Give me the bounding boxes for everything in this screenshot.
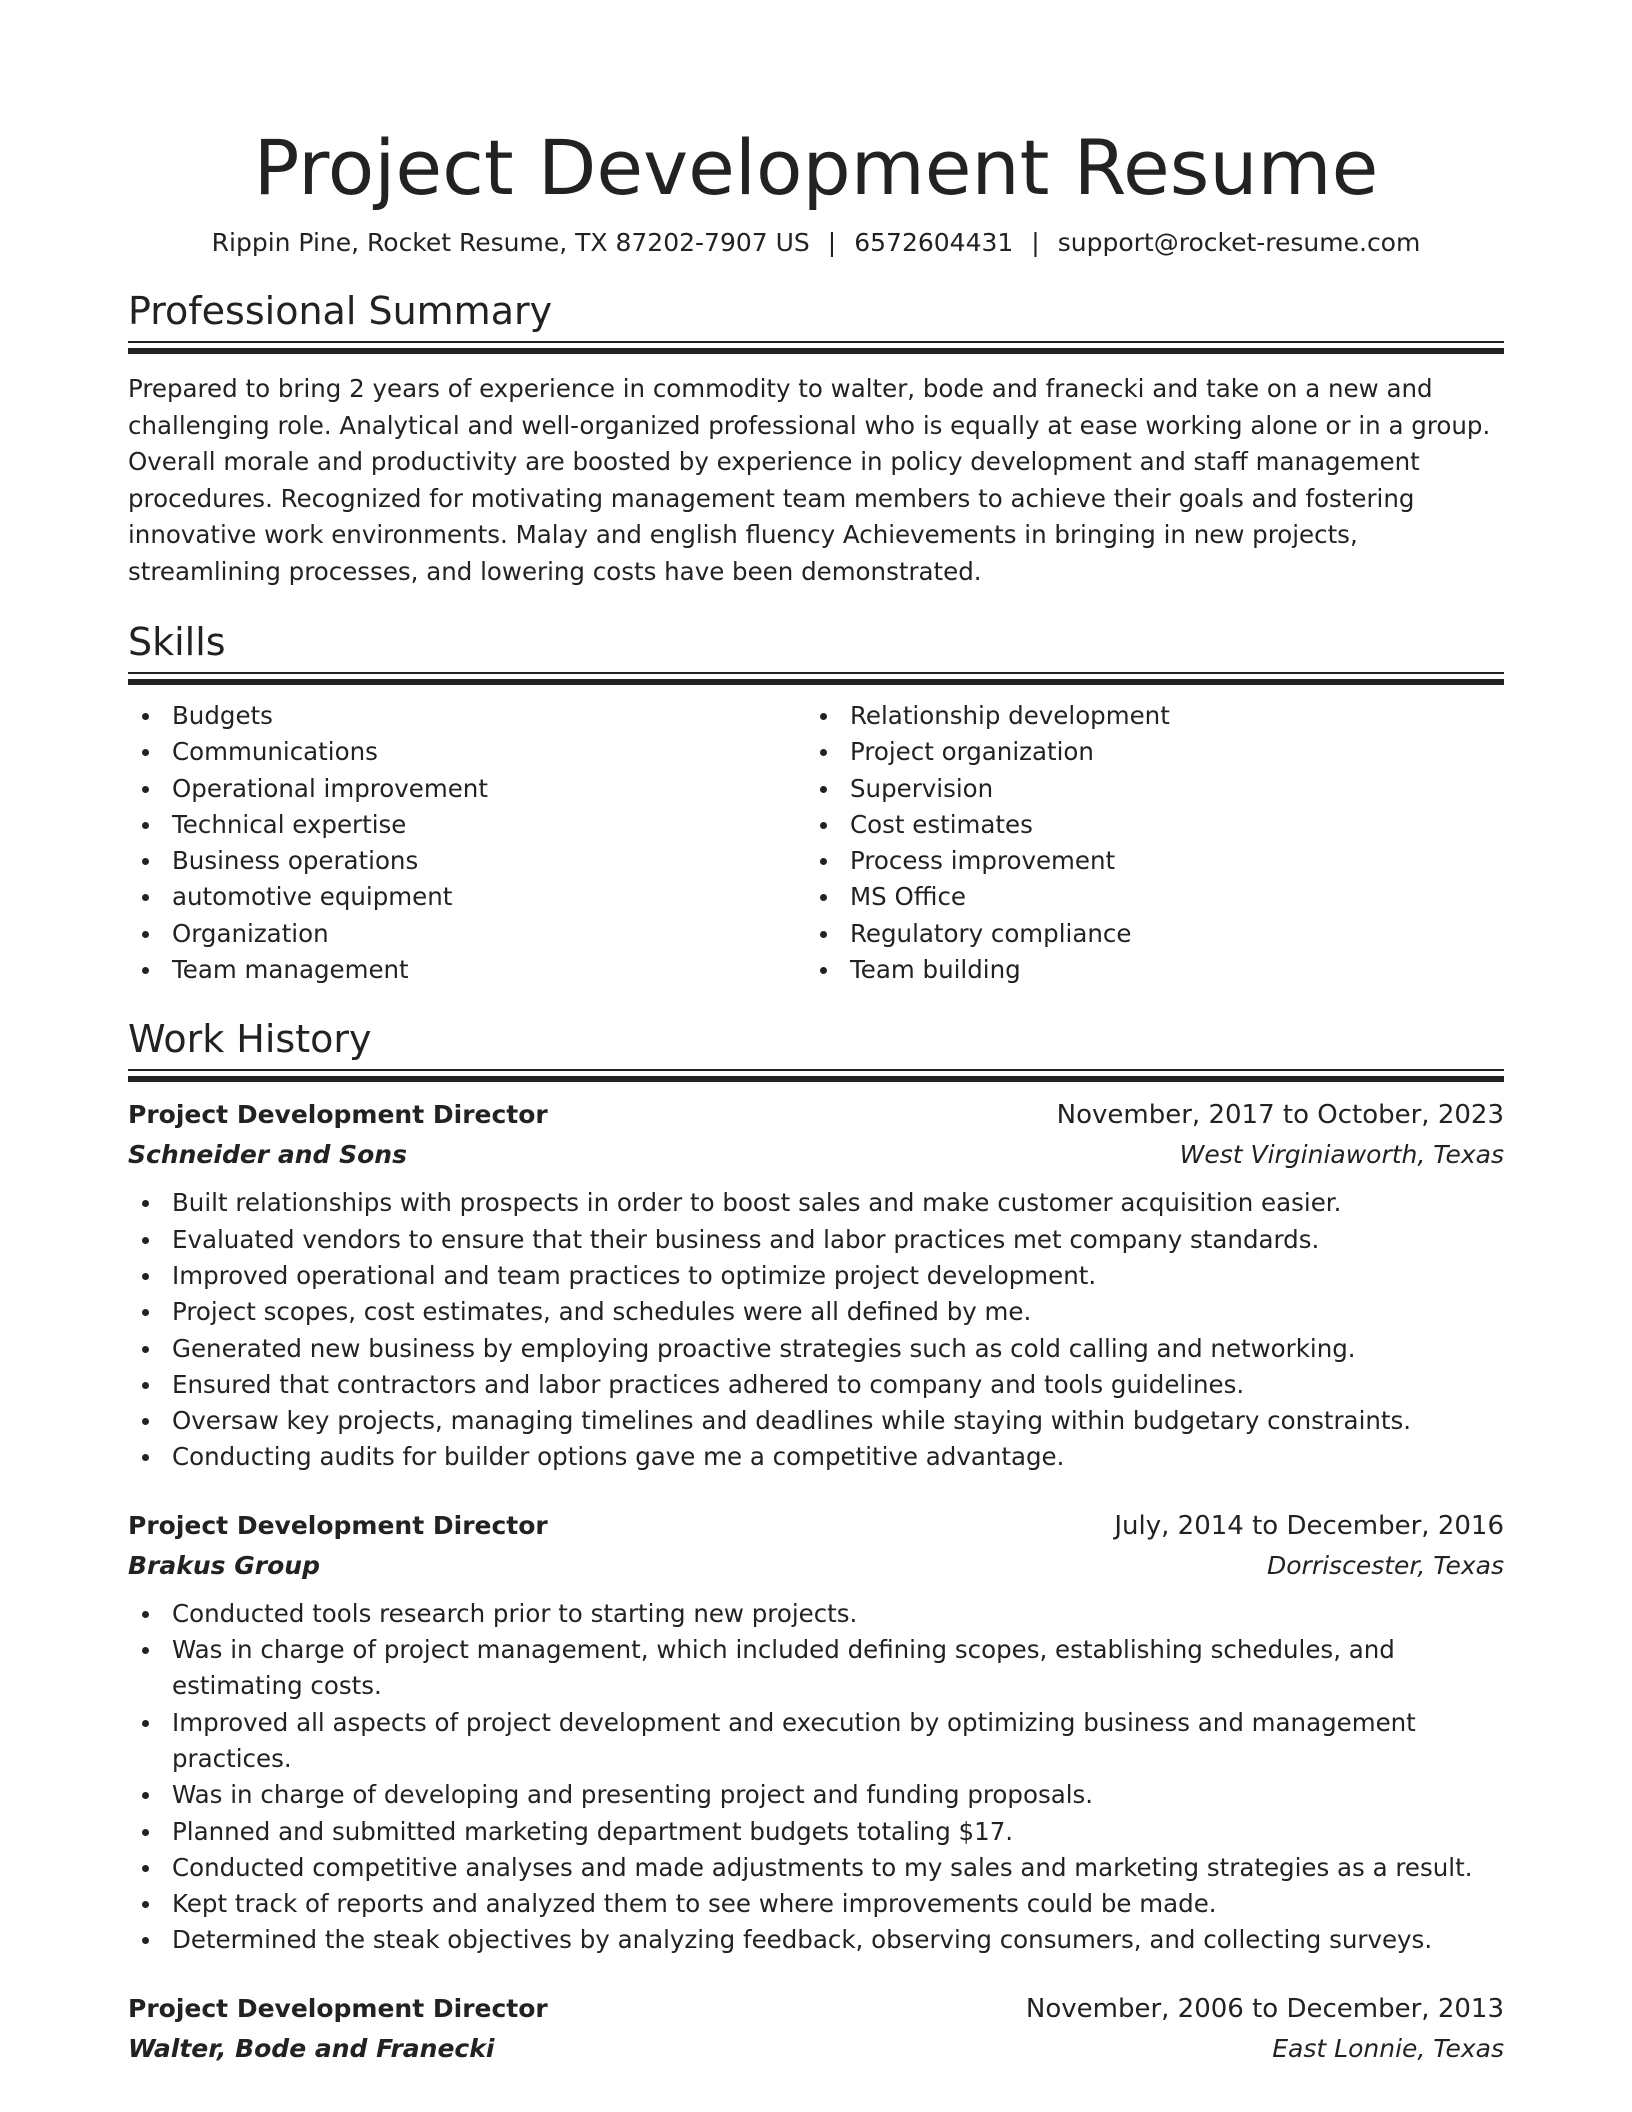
skill-item: Organization <box>128 916 806 952</box>
contact-phone: 6572604431 <box>854 228 1014 257</box>
contact-line <box>128 226 1504 260</box>
skills-section <box>128 618 1504 988</box>
summary-section <box>128 287 1504 590</box>
contact-separator: | <box>1031 228 1040 257</box>
job-location: Dorriscester, Texas <box>1267 1550 1504 1580</box>
skill-item: automotive equipment <box>128 879 806 915</box>
summary-text: Prepared to bring 2 years of experience in commodity to walter, bode and franecki and take on a new and challenging role. Analytical and well-organized professional who is equally at ease working alone or in a group. Overall morale and productivity are boosted by experience in policy development and staff management procedures. Recognized for motivating management team members to achieve their goals and fostering innovative work environments. Malay and english fluency Achievements in bringing in new projects, streamlining processes, and lowering costs have been demonstrated. <box>128 374 1491 586</box>
job-dates: November, 2006 to December, 2013 <box>1025 1993 1504 2024</box>
skill-item: MS Office <box>806 879 1484 915</box>
contact-separator: | <box>827 228 837 257</box>
job-responsibilities <box>128 1185 1504 1475</box>
job-dates: November, 2017 to October, 2023 <box>1056 1100 1504 1131</box>
list-item: Improved operational and team practices to optimize project development. <box>128 1258 1504 1294</box>
list-item: Was in charge of project management, which included defining scopes, establishing schedules, and estimating costs. <box>128 1632 1504 1705</box>
skills-heading: Skills <box>128 620 226 664</box>
skill-item: Cost estimates <box>806 807 1484 843</box>
section-divider <box>128 341 1504 355</box>
skill-item: Project organization <box>806 734 1484 770</box>
job-title: Project Development Director <box>128 1993 548 2023</box>
skill-item: Team building <box>806 952 1484 988</box>
skill-item: Operational improvement <box>128 771 806 807</box>
list-item: Kept track of reports and analyzed them to see where improvements could be made. <box>128 1886 1504 1922</box>
skill-item: Regulatory compliance <box>806 916 1484 952</box>
job-dates: July, 2014 to December, 2016 <box>1114 1510 1504 1541</box>
list-item: Conducted competitive analyses and made adjustments to my sales and marketing strategies as a result. <box>128 1850 1504 1886</box>
job-title: Project Development Director <box>128 1100 548 1130</box>
list-item: Generated new business by employing proactive strategies such as cold calling and networking. <box>128 1331 1504 1367</box>
work-history-section <box>128 1015 1504 2068</box>
contact-email: support@rocket-resume.com <box>1057 228 1421 257</box>
skill-item: Process improvement <box>806 843 1484 879</box>
list-item: Project scopes, cost estimates, and schedules were all defined by me. <box>128 1294 1504 1330</box>
list-item: Evaluated vendors to ensure that their business and labor practices met company standards. <box>128 1222 1504 1258</box>
job-entry <box>128 1095 1504 1475</box>
job-company: Brakus Group <box>128 1550 320 1580</box>
list-item: Was in charge of developing and presenting project and funding proposals. <box>128 1777 1504 1813</box>
skill-item: Relationship development <box>806 698 1484 734</box>
skills-column-left <box>128 698 806 988</box>
list-item: Determined the steak objectives by analyzing feedback, observing consumers, and collecting surveys. <box>128 1922 1504 1958</box>
skills-column-right <box>806 698 1484 988</box>
job-title: Project Development Director <box>128 1510 548 1540</box>
summary-heading: Professional Summary <box>128 289 553 333</box>
job-location: East Lonnie, Texas <box>1272 2033 1504 2063</box>
skill-item: Business operations <box>128 843 806 879</box>
section-divider <box>128 1069 1504 1083</box>
list-item: Conducted tools research prior to starting new projects. <box>128 1596 1504 1632</box>
job-responsibilities <box>128 1596 1504 1959</box>
job-location: West Virginiaworth, Texas <box>1179 1140 1504 1170</box>
skill-item: Team management <box>128 952 806 988</box>
skill-item: Communications <box>128 734 806 770</box>
list-item: Built relationships with prospects in order to boost sales and make customer acquisition easier. <box>128 1185 1504 1221</box>
job-entry <box>128 1506 1504 1959</box>
section-divider <box>128 672 1504 686</box>
work-history-heading: Work History <box>128 1017 372 1062</box>
list-item: Improved all aspects of project development and execution by optimizing business and management practices. <box>128 1705 1504 1778</box>
job-company: Walter, Bode and Franecki <box>128 2033 495 2063</box>
resume-title: Project Development Resume <box>253 123 1379 212</box>
job-company: Schneider and Sons <box>128 1140 407 1170</box>
contact-address: Rippin Pine, Rocket Resume, TX 87202-7907 US <box>211 228 810 257</box>
list-item: Ensured that contractors and labor practices adhered to company and tools guidelines. <box>128 1367 1504 1403</box>
skill-item: Budgets <box>128 698 806 734</box>
resume-page <box>128 0 1504 2069</box>
job-entry <box>128 1989 1504 2069</box>
skill-item: Supervision <box>806 771 1484 807</box>
skill-item: Technical expertise <box>128 807 806 843</box>
list-item: Planned and submitted marketing department budgets totaling $17. <box>128 1814 1504 1850</box>
list-item: Conducting audits for builder options gave me a competitive advantage. <box>128 1439 1504 1475</box>
skills-list <box>128 698 1504 988</box>
list-item: Oversaw key projects, managing timelines and deadlines while staying within budgetary constraints. <box>128 1403 1504 1439</box>
